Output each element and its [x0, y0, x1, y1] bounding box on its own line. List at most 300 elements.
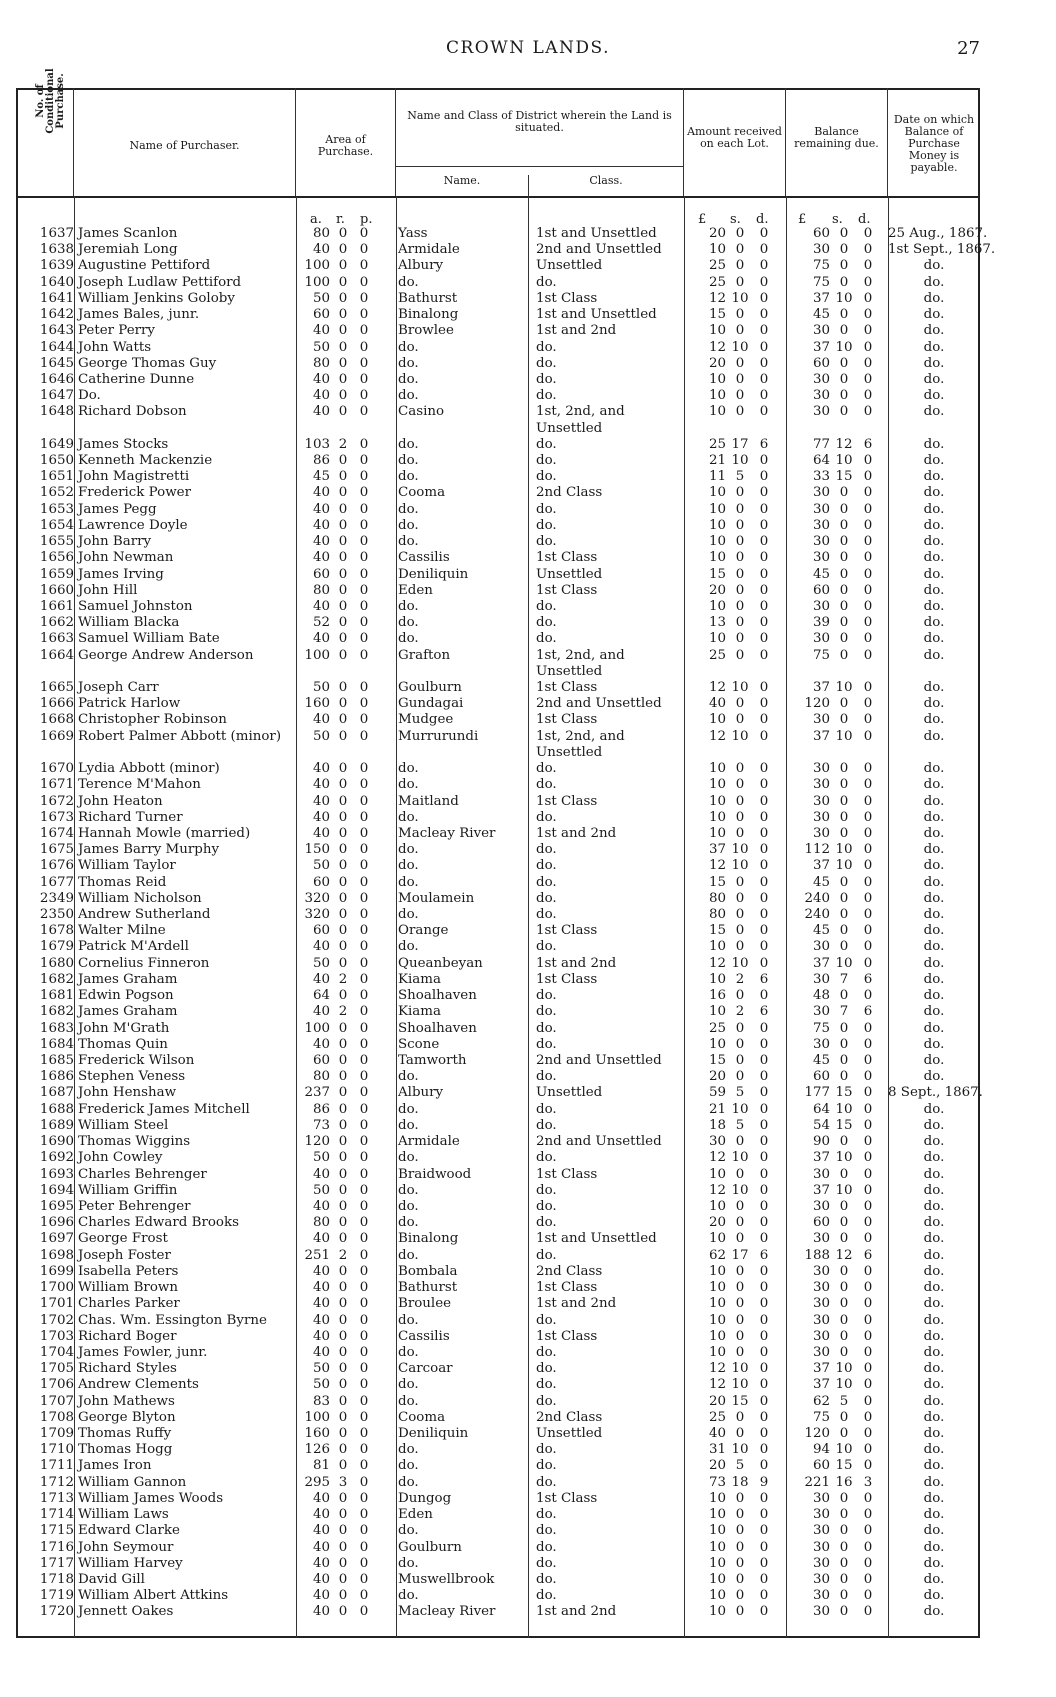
- balance-pounds: 77: [812, 436, 830, 452]
- balance-shillings: 0: [839, 323, 849, 339]
- balance-shillings: 0: [839, 1036, 849, 1052]
- amount-pence: 0: [759, 1150, 769, 1166]
- balance-shillings: 0: [839, 712, 849, 728]
- amount-pence: 0: [759, 582, 769, 598]
- payable-date: do.: [923, 825, 945, 841]
- payable-date: do.: [923, 955, 945, 971]
- purchaser-name: John Henshaw: [78, 1085, 177, 1101]
- area-roods: 0: [338, 517, 348, 533]
- amount-pounds: 25: [708, 274, 726, 290]
- balance-shillings: 0: [839, 1069, 849, 1085]
- area-acres: 103: [304, 436, 330, 452]
- area-roods: 0: [338, 582, 348, 598]
- payable-date: do.: [923, 274, 945, 290]
- district-class: 1st and 2nd: [536, 323, 617, 339]
- balance-pence: 0: [863, 582, 873, 598]
- balance-pence: 0: [863, 339, 873, 355]
- amount-pounds: 10: [708, 1312, 726, 1328]
- balance-shillings: 0: [839, 696, 849, 712]
- purchaser-name: Terence M'Mahon: [78, 777, 201, 793]
- purchase-no: 1650: [39, 453, 74, 469]
- district-class: do.: [536, 1393, 557, 1409]
- district-class: do.: [536, 517, 557, 533]
- purchase-no: 1707: [39, 1393, 74, 1409]
- purchaser-name: Samuel William Bate: [78, 631, 220, 647]
- district-class: do.: [536, 436, 557, 452]
- balance-pence: 3: [863, 1474, 873, 1490]
- area-roods: 0: [338, 1134, 348, 1150]
- district-name: do.: [398, 274, 419, 290]
- table-row: [16, 226, 988, 242]
- area-perches: 0: [359, 1507, 369, 1523]
- area-roods: 0: [338, 1117, 348, 1133]
- area-roods: 2: [338, 436, 348, 452]
- balance-pounds: 37: [812, 1182, 830, 1198]
- purchaser-name: Charles Edward Brooks: [78, 1215, 239, 1231]
- amount-shillings: 0: [735, 355, 745, 371]
- area-acres: 40: [312, 501, 330, 517]
- balance-pounds: 60: [812, 226, 830, 241]
- amount-pounds: 10: [708, 1523, 726, 1539]
- purchase-no: 1662: [39, 615, 74, 631]
- purchaser-name: John Watts: [78, 339, 152, 355]
- district-class: do.: [536, 1572, 557, 1588]
- balance-pence: 0: [863, 1458, 873, 1474]
- area-acres: 80: [312, 226, 330, 241]
- purchase-no: 1672: [39, 793, 74, 809]
- district-name: do.: [398, 1117, 419, 1133]
- table-row: [16, 1507, 980, 1523]
- amount-pence: 0: [759, 923, 769, 939]
- amount-pounds: 20: [708, 355, 726, 371]
- purchase-no: 1669: [39, 728, 74, 744]
- district-class: 1st Class: [536, 1166, 598, 1182]
- purchase-no: 1698: [39, 1247, 74, 1263]
- payable-date: do.: [923, 728, 945, 744]
- balance-pence: 0: [863, 712, 873, 728]
- area-roods: 0: [338, 1296, 348, 1312]
- area-roods: 0: [338, 809, 348, 825]
- district-class: do.: [536, 777, 557, 793]
- purchaser-name: Kenneth Mackenzie: [78, 453, 213, 469]
- district-name: do.: [398, 388, 419, 404]
- area-perches: 0: [359, 1442, 369, 1458]
- balance-pence: 0: [863, 631, 873, 647]
- district-class: 1st Class: [536, 923, 598, 939]
- amount-pence: 0: [759, 1426, 769, 1442]
- payable-date: do.: [923, 1555, 945, 1571]
- amount-shillings: 0: [735, 1263, 745, 1279]
- page-number: 27: [957, 38, 980, 59]
- balance-pounds: 30: [812, 1572, 830, 1588]
- payable-date: do.: [923, 793, 945, 809]
- amount-shillings: 0: [735, 777, 745, 793]
- district-name: do.: [398, 1069, 419, 1085]
- balance-pounds: 30: [812, 371, 830, 387]
- balance-pence: 0: [863, 1101, 873, 1117]
- district-name: do.: [398, 436, 419, 452]
- purchase-no: 1663: [39, 631, 74, 647]
- area-acres: 320: [304, 890, 330, 906]
- balance-pounds: 30: [812, 501, 830, 517]
- amount-pounds: 10: [708, 1555, 726, 1571]
- district-name: Muswellbrook: [398, 1572, 495, 1588]
- balance-shillings: 10: [835, 1377, 853, 1393]
- purchaser-name: Andrew Clements: [78, 1377, 199, 1393]
- district-name: do.: [398, 1150, 419, 1166]
- payable-date: do.: [923, 1182, 945, 1198]
- balance-pence: 0: [863, 501, 873, 517]
- district-class: 2nd Class: [536, 485, 603, 501]
- balance-pence: 0: [863, 404, 873, 420]
- amount-pounds: 15: [708, 307, 726, 323]
- district-name: Moulamein: [398, 890, 475, 906]
- payable-date: do.: [923, 1377, 945, 1393]
- balance-shillings: 0: [839, 242, 849, 258]
- payable-date: do.: [923, 453, 945, 469]
- payable-date: 1st Sept., 1867.: [888, 242, 996, 258]
- amount-pounds: 21: [708, 453, 726, 469]
- balance-pence: 0: [863, 1134, 873, 1150]
- area-acres: 40: [312, 793, 330, 809]
- amount-pence: 0: [759, 696, 769, 712]
- district-class: 1st and 2nd: [536, 825, 617, 841]
- balance-shillings: 0: [839, 1296, 849, 1312]
- purchase-no: 1684: [39, 1036, 74, 1052]
- purchaser-name: Joseph Foster: [78, 1247, 171, 1263]
- balance-pence: 0: [863, 793, 873, 809]
- area-roods: 0: [338, 1020, 348, 1036]
- area-acres: 86: [312, 1101, 330, 1117]
- amount-pence: 0: [759, 242, 769, 258]
- district-class: do.: [536, 1020, 557, 1036]
- area-perches: 0: [359, 517, 369, 533]
- purchase-no: 1660: [39, 582, 74, 598]
- balance-pounds: 30: [812, 388, 830, 404]
- payable-date: do.: [923, 566, 945, 582]
- amount-pence: 0: [759, 793, 769, 809]
- amount-pounds: 10: [708, 1263, 726, 1279]
- district-class: do.: [536, 1458, 557, 1474]
- area-acres: 40: [312, 404, 330, 420]
- area-acres: 40: [312, 242, 330, 258]
- district-class: do.: [536, 858, 557, 874]
- payable-date: do.: [923, 631, 945, 647]
- area-acres: 40: [312, 1198, 330, 1214]
- balance-pence: 0: [863, 1555, 873, 1571]
- area-roods: 0: [338, 696, 348, 712]
- area-acres: 237: [304, 1085, 330, 1101]
- table-row: [16, 891, 980, 907]
- area-acres: 50: [312, 680, 330, 696]
- area-acres: 40: [312, 1166, 330, 1182]
- balance-shillings: 15: [835, 1117, 853, 1133]
- area-roods: 0: [338, 274, 348, 290]
- purchaser-name: Andrew Sutherland: [78, 907, 211, 923]
- area-roods: 0: [338, 647, 348, 663]
- area-acres: 40: [312, 1004, 330, 1020]
- balance-shillings: 0: [839, 1263, 849, 1279]
- table-row: [16, 680, 980, 696]
- balance-pence: 0: [863, 453, 873, 469]
- purchase-no: 1687: [39, 1085, 74, 1101]
- amount-shillings: 0: [735, 1198, 745, 1214]
- amount-shillings: 10: [731, 453, 749, 469]
- purchase-no: 1682: [39, 971, 74, 987]
- balance-shillings: 12: [835, 436, 853, 452]
- balance-pounds: 30: [812, 939, 830, 955]
- area-roods: 3: [338, 1474, 348, 1490]
- district-name: do.: [398, 1377, 419, 1393]
- district-name: do.: [398, 631, 419, 647]
- amount-shillings: 0: [735, 501, 745, 517]
- balance-pounds: 75: [812, 1409, 830, 1425]
- district-class: do.: [536, 1150, 557, 1166]
- area-acres: 60: [312, 566, 330, 582]
- district-class: do.: [536, 1247, 557, 1263]
- balance-shillings: 0: [839, 258, 849, 274]
- balance-shillings: 0: [839, 1507, 849, 1523]
- area-acres: 40: [312, 1231, 330, 1247]
- purchaser-name: Lydia Abbott (minor): [78, 761, 220, 777]
- purchase-no: 1639: [39, 258, 74, 274]
- amount-pounds: 12: [708, 955, 726, 971]
- district-name: do.: [398, 1523, 419, 1539]
- area-perches: 0: [359, 1426, 369, 1442]
- district-class: do.: [536, 1101, 557, 1117]
- district-name: Shoalhaven: [398, 988, 477, 1004]
- purchase-no: 1688: [39, 1101, 74, 1117]
- amount-shillings: 10: [731, 290, 749, 306]
- area-perches: 0: [359, 858, 369, 874]
- district-name: do.: [398, 1393, 419, 1409]
- district-name: Shoalhaven: [398, 1020, 477, 1036]
- area-acres: 40: [312, 1344, 330, 1360]
- balance-shillings: 0: [839, 825, 849, 841]
- area-perches: 0: [359, 1085, 369, 1101]
- district-name: Goulburn: [398, 680, 462, 696]
- amount-pounds: 10: [708, 323, 726, 339]
- district-name: Macleay River: [398, 1604, 496, 1620]
- amount-pence: 0: [759, 1215, 769, 1231]
- balance-pounds: 37: [812, 680, 830, 696]
- balance-pence: 0: [863, 534, 873, 550]
- amount-pence: 0: [759, 307, 769, 323]
- table-row: [16, 956, 980, 972]
- payable-date: do.: [923, 696, 945, 712]
- balance-pounds: 30: [812, 1523, 830, 1539]
- area-acres: 40: [312, 1555, 330, 1571]
- header-divider: [16, 196, 980, 198]
- district-name: Binalong: [398, 1231, 459, 1247]
- balance-pounds: 30: [812, 1555, 830, 1571]
- balance-shillings: 0: [839, 761, 849, 777]
- amount-pounds: 30: [708, 1134, 726, 1150]
- district-class: 1st and 2nd: [536, 1296, 617, 1312]
- area-perches: 0: [359, 1312, 369, 1328]
- area-acres: 40: [312, 1490, 330, 1506]
- payable-date: do.: [923, 1539, 945, 1555]
- purchase-no: 1685: [39, 1053, 74, 1069]
- balance-pence: 0: [863, 388, 873, 404]
- table-row: [16, 323, 980, 339]
- balance-shillings: 0: [839, 907, 849, 923]
- balance-pence: 0: [863, 371, 873, 387]
- payable-date: do.: [923, 469, 945, 485]
- area-perches: 0: [359, 242, 369, 258]
- balance-pounds: 90: [812, 1134, 830, 1150]
- amount-shillings: 17: [731, 1247, 749, 1263]
- balance-pence: 0: [863, 858, 873, 874]
- purchase-no: 1692: [39, 1150, 74, 1166]
- amount-pence: 6: [759, 1247, 769, 1263]
- purchase-no: 1679: [39, 939, 74, 955]
- purchaser-name: William James Woods: [78, 1490, 224, 1506]
- balance-pounds: 64: [812, 453, 830, 469]
- purchaser-name: William Griffin: [78, 1182, 178, 1198]
- amount-pence: 0: [759, 1069, 769, 1085]
- payable-date: do.: [923, 1361, 945, 1377]
- amount-pounds: 10: [708, 371, 726, 387]
- area-perches: 0: [359, 615, 369, 631]
- table-row: [16, 1085, 983, 1101]
- area-perches: 0: [359, 631, 369, 647]
- district-name: Eden: [398, 1507, 433, 1523]
- purchase-no: 1686: [39, 1069, 74, 1085]
- balance-shillings: 0: [839, 501, 849, 517]
- purchaser-name: Catherine Dunne: [78, 371, 195, 387]
- amount-shillings: 0: [735, 226, 745, 241]
- area-roods: 0: [338, 1215, 348, 1231]
- balance-shillings: 15: [835, 1085, 853, 1101]
- area-roods: 0: [338, 1344, 348, 1360]
- district-name: do.: [398, 453, 419, 469]
- payable-date: do.: [923, 842, 945, 858]
- amount-pence: 0: [759, 485, 769, 501]
- amount-pounds: 12: [708, 680, 726, 696]
- balance-pounds: 75: [812, 647, 830, 663]
- area-roods: 2: [338, 1247, 348, 1263]
- amount-pence: 0: [759, 290, 769, 306]
- balance-pounds: 30: [812, 1312, 830, 1328]
- amount-pence: 0: [759, 517, 769, 533]
- amount-shillings: 0: [735, 1507, 745, 1523]
- amount-pounds: 73: [708, 1474, 726, 1490]
- area-roods: 0: [338, 258, 348, 274]
- balance-shillings: 0: [839, 1426, 849, 1442]
- payable-date: do.: [923, 1215, 945, 1231]
- purchaser-name: John Seymour: [78, 1539, 174, 1555]
- balance-pounds: 30: [812, 1004, 830, 1020]
- area-acres: 40: [312, 1036, 330, 1052]
- balance-pence: 0: [863, 1539, 873, 1555]
- header-no: No. of Conditional Purchase.: [18, 88, 74, 196]
- amount-pounds: 20: [708, 1215, 726, 1231]
- balance-pounds: 45: [812, 1053, 830, 1069]
- purchase-no: 1665: [39, 680, 74, 696]
- district-class: 1st Class: [536, 1280, 598, 1296]
- area-acres: 40: [312, 1572, 330, 1588]
- area-roods: 0: [338, 1409, 348, 1425]
- district-name: Albury: [398, 258, 444, 274]
- purchaser-name: William Harvey: [78, 1555, 183, 1571]
- district-name: Maitland: [398, 793, 459, 809]
- balance-pence: 0: [863, 1166, 873, 1182]
- purchaser-name: Thomas Hogg: [78, 1442, 173, 1458]
- balance-pounds: 45: [812, 874, 830, 890]
- amount-pence: 0: [759, 1328, 769, 1344]
- area-roods: 0: [338, 534, 348, 550]
- payable-date: do.: [923, 1588, 945, 1604]
- area-perches: 0: [359, 1215, 369, 1231]
- amount-pence: 0: [759, 323, 769, 339]
- amount-shillings: 10: [731, 1442, 749, 1458]
- balance-shillings: 10: [835, 1101, 853, 1117]
- district-name: do.: [398, 939, 419, 955]
- amount-pence: 0: [759, 777, 769, 793]
- amount-pence: 0: [759, 1085, 769, 1101]
- amount-pounds: 37: [708, 842, 726, 858]
- amount-pence: 0: [759, 1166, 769, 1182]
- balance-pounds: 30: [812, 761, 830, 777]
- amount-pence: 0: [759, 988, 769, 1004]
- area-roods: 0: [338, 226, 348, 241]
- payable-date: do.: [923, 1247, 945, 1263]
- amount-shillings: 2: [735, 971, 745, 987]
- district-class: do.: [536, 355, 557, 371]
- balance-pounds: 37: [812, 1150, 830, 1166]
- area-roods: 0: [338, 1442, 348, 1458]
- table-row: [16, 1264, 980, 1280]
- amount-shillings: 0: [735, 647, 745, 663]
- payable-date: do.: [923, 1409, 945, 1425]
- table-row: [16, 648, 980, 680]
- amount-pounds: 10: [708, 388, 726, 404]
- table-row: [16, 518, 980, 534]
- amount-shillings: 0: [735, 388, 745, 404]
- table-row: [16, 1248, 980, 1264]
- district-class: 1st, 2nd, and Unsettled: [536, 647, 625, 679]
- balance-pence: 0: [863, 825, 873, 841]
- balance-shillings: 0: [839, 582, 849, 598]
- balance-pence: 6: [863, 1247, 873, 1263]
- balance-pence: 0: [863, 809, 873, 825]
- amount-pounds: 10: [708, 550, 726, 566]
- balance-pounds: 48: [812, 988, 830, 1004]
- area-roods: 0: [338, 1166, 348, 1182]
- purchase-no: 1666: [39, 696, 74, 712]
- purchase-no: 1719: [39, 1588, 74, 1604]
- table-row: [16, 1410, 980, 1426]
- balance-pounds: 30: [812, 1231, 830, 1247]
- area-acres: 40: [312, 598, 330, 614]
- balance-pence: 0: [863, 955, 873, 971]
- balance-shillings: 0: [839, 485, 849, 501]
- purchaser-name: Chas. Wm. Essington Byrne: [78, 1312, 267, 1328]
- area-perches: 0: [359, 939, 369, 955]
- district-name: Yass: [398, 226, 428, 241]
- payable-date: do.: [923, 1296, 945, 1312]
- district-name: Goulburn: [398, 1539, 462, 1555]
- amount-pence: 0: [759, 1458, 769, 1474]
- amount-pence: 0: [759, 1117, 769, 1133]
- district-name: do.: [398, 874, 419, 890]
- balance-pounds: 30: [812, 712, 830, 728]
- amount-pence: 0: [759, 226, 769, 241]
- balance-pounds: 37: [812, 1377, 830, 1393]
- amount-pounds: 20: [708, 1393, 726, 1409]
- purchase-no: 1695: [39, 1198, 74, 1214]
